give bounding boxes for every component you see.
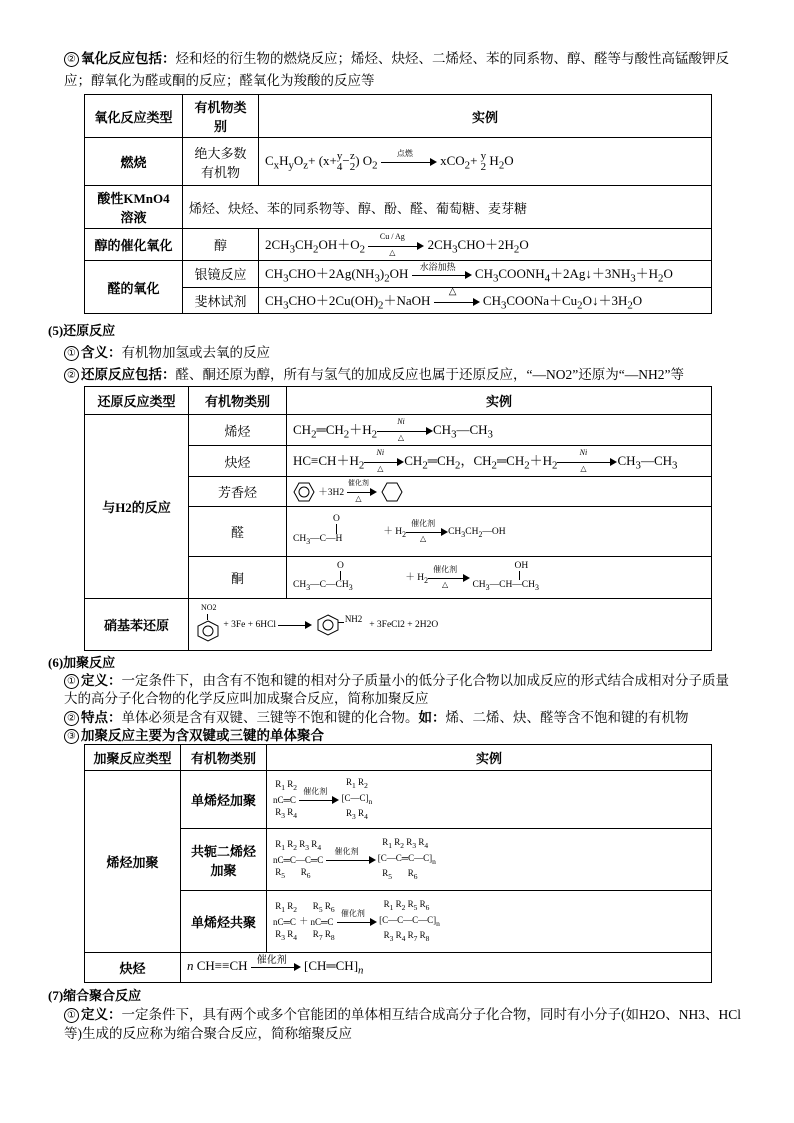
- reaction-arrow: 催化剂 △: [428, 571, 470, 585]
- reaction-arrow: 催化剂: [337, 915, 377, 929]
- header-type: 氧化反应类型: [85, 95, 183, 138]
- alkyne-polymerization: n CH≡≡CH 催化剂 $[CH═CH]_n$: [181, 953, 712, 983]
- benzene-ring-icon: [196, 620, 220, 642]
- header-category: 有机物类别: [189, 387, 287, 415]
- reaction-arrow: 催化剂 △: [347, 485, 377, 499]
- category-most-organics: 绝大多数有机物: [183, 138, 259, 186]
- ketone-structure: O $CH_3—C—CH_3$: [293, 560, 353, 592]
- kmno4-example: 烯烃、炔烃、苯的同系物等、醇、酚、醛、葡萄糖、麦芽糖: [183, 186, 712, 229]
- ketone-hydrogenation: O $CH_3—C—CH_3$ ＋ $H_2$ 催化剂 △ OH $CH_3—CH—CH_3$: [287, 557, 712, 599]
- aldehyde-structure: O $CH_3—C—H$: [293, 513, 343, 546]
- alkyne-hydrogenation: $HC\equiv CH+H_2$ Ni △ $CH_2═CH_2$，$CH_2═CH_2+H_2$ Ni △ $CH_3—CH_3$: [287, 446, 712, 477]
- category-alkene: 烯烃: [189, 415, 287, 446]
- keyword: 定义：: [81, 1007, 122, 1022]
- addition-poly-main: [64, 726, 754, 746]
- silver-mirror-equation: $CH_3CHO+2Ag(NH_3)_2OH$ 水浴加热 $CH_3COONH_4+2Ag↓+3NH_3+H_2O$: [259, 261, 712, 288]
- category-copolymerization: 单烯烃共聚: [181, 891, 267, 953]
- reaction-arrow: Ni △: [557, 455, 617, 469]
- reaction-arrow: Ni △: [377, 424, 433, 438]
- reduction-table: [84, 386, 712, 651]
- reaction-arrow: 催化剂 △: [406, 525, 448, 539]
- item-number: ②: [64, 711, 79, 726]
- addition-poly-title: (6)加聚反应: [48, 655, 116, 670]
- category-alcohol: 醇: [183, 229, 259, 261]
- monoalkene-polymerization: $R_1$ $R_2$ nC═C $R_3$ $R_4$ 催化剂 $R_1$ $R_2$ $[C—C]_n$ $R_3$ $R_4$: [267, 771, 712, 829]
- diene-polymerization: $R_1$ $R_2$ $R_3$ $R_4$ nC═C—C═C $R_5$ $R_6$ 催化剂 $R_1$ $R_2$ $R_3$ $R_4$ $[C—C═C—C]_n$ $R_5$ $R_6$: [267, 829, 712, 891]
- feat-text: 烯、二烯、炔、醛等含不饱和键的有机物: [445, 710, 689, 725]
- header-category: 有机物类别: [183, 95, 259, 138]
- copolymerization: $R_1$ $R_2$ nC═C $R_3$ $R_4 + R_5$ $R_6$ nC═C $R_7$ $R_8$ 催化剂 $R_1$ $R_2$ $R_5$ $R_6$ $[C—C—C—C]_n$ $R_3$ $R_4$ $R_7$ $R_8$: [267, 891, 712, 953]
- reaction-arrow: Ni △: [364, 455, 404, 469]
- addition-poly-definition-cont: [64, 689, 754, 709]
- reaction-arrow: [278, 618, 312, 632]
- type-alkyne: 炔烃: [85, 953, 181, 983]
- fehling-equation: $CH_3CHO+2Cu(OH)_2+NaOH$ △ $CH_3COONa+Cu_2O↓+3H_2O$: [259, 287, 712, 314]
- alcohol-oxidation-equation: $2CH_3CH_2OH+O_2$ Cu / Ag △ $2CH_3CHO+2H_2O$: [259, 229, 712, 261]
- condensation-definition: [64, 1005, 754, 1025]
- keyword: 含义：: [81, 345, 122, 360]
- keyword: 氧化反应包括：: [81, 51, 176, 66]
- reaction-arrow: Cu / Ag △: [368, 239, 424, 253]
- category-monoalkene: 单烯烃加聚: [181, 771, 267, 829]
- oxidation-intro-line1: [64, 49, 754, 69]
- nitrobenzene-structure: NO2: [195, 605, 221, 645]
- reduction-includes: [64, 365, 754, 385]
- reduction-incl-text: 醛、酮还原为醇，所有与氢气的加成反应也属于还原反应，“—NO2”还原为“—NH2”等: [175, 367, 684, 382]
- addition-poly-feature: [64, 708, 754, 728]
- keyword: 定义：: [81, 673, 122, 688]
- item-number: ①: [64, 1008, 79, 1023]
- addition-poly-table: [84, 744, 712, 983]
- benzene-ring-icon: [316, 614, 340, 636]
- feat-text: 单体必须是含有双键、三键等不饱和键的化合物。: [121, 710, 419, 725]
- type-h2-reaction: 与H2的反应: [85, 415, 189, 599]
- reaction-arrow: 催化剂: [299, 793, 339, 807]
- type-kmno4: 酸性KMnO4溶液: [85, 186, 183, 229]
- def-text: 大的高分子化合物的化学反应叫加成聚合反应，简称加聚反应: [64, 691, 429, 706]
- alkene-hydrogenation: $CH_2═CH_2+H_2$ Ni △ $CH_3—CH_3$: [287, 415, 712, 446]
- keyword: 还原反应包括：: [81, 367, 176, 382]
- reaction-arrow: 水浴加热: [412, 268, 472, 282]
- header-example: 实例: [259, 95, 712, 138]
- condensation-title: (7)缩合聚合反应: [48, 988, 142, 1003]
- reduction-def-text: 有机物加氢或去氧的反应: [121, 345, 270, 360]
- benzene-ring-icon: [293, 482, 315, 502]
- reaction-arrow: 催化剂: [326, 853, 376, 867]
- item-number: ②: [64, 368, 79, 383]
- reduction-title: (5)还原反应: [48, 323, 116, 338]
- keyword: 加聚反应主要为含双键或三键的单体聚合: [81, 728, 324, 743]
- isopropanol-structure: OH $CH_3—CH—CH_3$: [472, 560, 539, 592]
- oxidation-intro-line2: [64, 71, 754, 91]
- cyclohexane-ring-icon: [381, 482, 403, 502]
- oxidation-intro-text: 烃和烃的衍生物的燃烧反应；烯烃、炔烃、二烯烃、苯的同系物、醇、醛等与酸性高锰酸钾反: [175, 51, 729, 66]
- type-nitrobenzene-reduction: 硝基苯还原: [85, 599, 189, 651]
- category-conjugated-diene: 共轭二烯烃加聚: [181, 829, 267, 891]
- addition-poly-definition: [64, 671, 754, 691]
- def-text: 一定条件下，由含有不饱和键的相对分子质量小的低分子化合物以加成反应的形式结合成相对分子质量: [121, 673, 729, 688]
- type-alkene-polymerization: 烯烃加聚: [85, 771, 181, 953]
- keyword: 如：: [418, 710, 446, 725]
- reduction-definition: [64, 343, 754, 363]
- type-combustion: 燃烧: [85, 138, 183, 186]
- header-example: 实例: [267, 745, 712, 771]
- item-number: ③: [64, 729, 79, 744]
- type-aldehyde-oxidation: 醛的氧化: [85, 261, 183, 314]
- oxidation-intro-text2: 应；醇氧化为醛或酮的反应；醛氧化为羧酸的反应等: [64, 73, 375, 88]
- header-example: 实例: [287, 387, 712, 415]
- category-silver-mirror: 银镜反应: [183, 261, 259, 288]
- category-alkyne: 炔烃: [189, 446, 287, 477]
- header-category: 有机物类别: [181, 745, 267, 771]
- item-number: ②: [64, 52, 79, 67]
- header-type: 加聚反应类型: [85, 745, 181, 771]
- category-ketone: 酮: [189, 557, 287, 599]
- def-text: 一定条件下，具有两个或多个官能团的单体相互结合成高分子化合物，同时有小分子(如H2O、NH3、HCl: [121, 1007, 741, 1022]
- item-number: ①: [64, 674, 79, 689]
- condensation-definition-cont: [64, 1024, 754, 1044]
- aniline-structure: NH2: [315, 612, 367, 638]
- reaction-arrow: △: [434, 295, 480, 309]
- item-number: ①: [64, 346, 79, 361]
- reaction-arrow: 催化剂: [251, 960, 301, 974]
- keyword: 特点：: [81, 710, 122, 725]
- combustion-equation: $C_xH_yO_z+ (x+y$ 4−z 2) $O_2$ 点燃 xCO$_2$+ y 2 $H_2O$: [259, 138, 712, 186]
- oxidation-table: [84, 94, 712, 314]
- type-alcohol-catalytic: 醇的催化氧化: [85, 229, 183, 261]
- aldehyde-hydrogenation: O $CH_3—C—H$ ＋ $H_2$ 催化剂 △ $CH_3CH_2—OH$: [287, 507, 712, 557]
- def-text: 等)生成的反应称为缩合聚合反应，简称缩聚反应: [64, 1026, 352, 1041]
- category-fehling: 斐林试剂: [183, 287, 259, 314]
- nitrobenzene-equation: NO2 + 3Fe + 6HCl NH2 + 3FeCl2 + 2H2O: [189, 599, 712, 651]
- category-aldehyde: 醛: [189, 507, 287, 557]
- reaction-arrow: 点燃: [381, 155, 437, 169]
- category-aromatic: 芳香烃: [189, 477, 287, 507]
- benzene-hydrogenation: ＋3H2 催化剂 △: [287, 477, 712, 507]
- header-type: 还原反应类型: [85, 387, 189, 415]
